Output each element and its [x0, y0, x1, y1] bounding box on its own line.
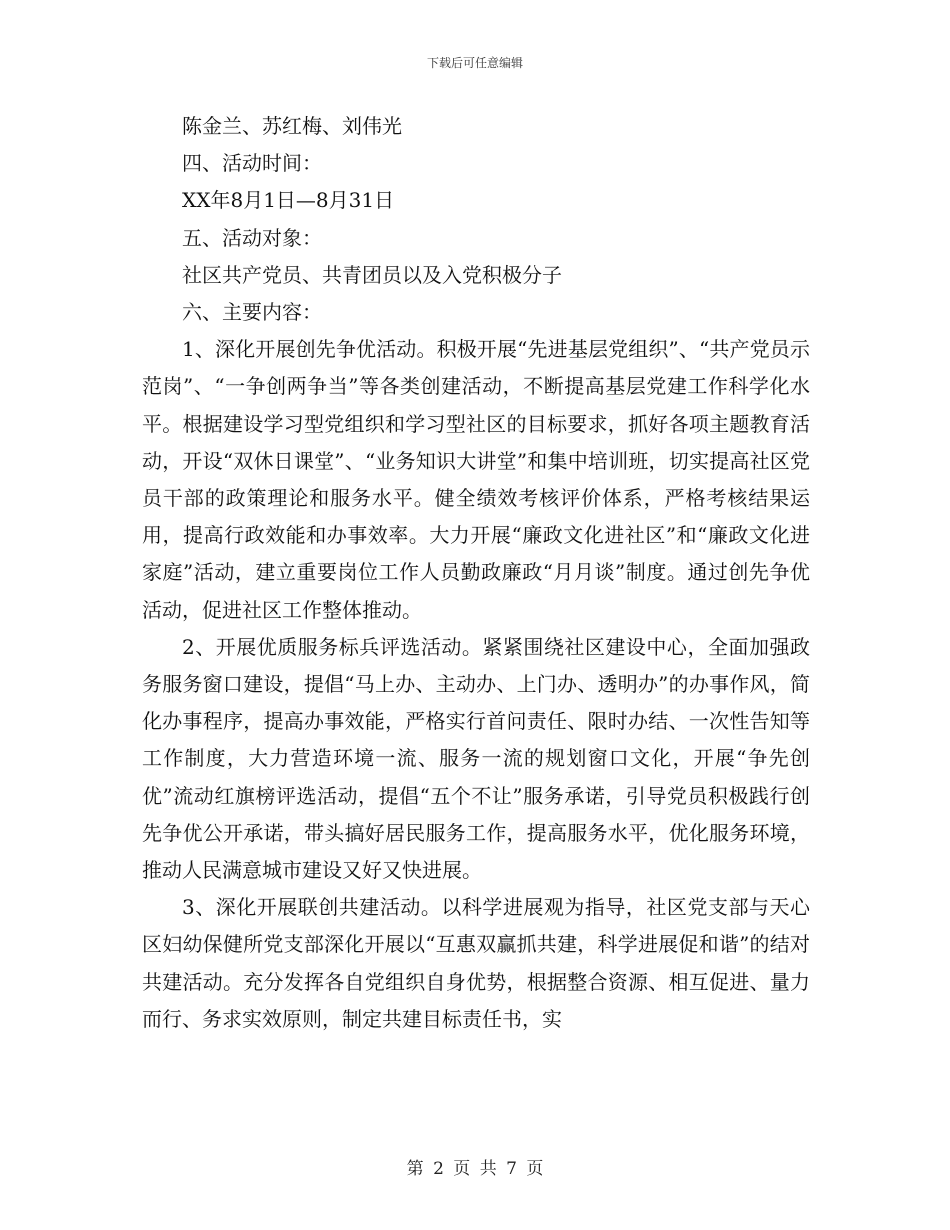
section-heading-activity-time: 四、活动时间：	[182, 151, 322, 176]
paragraph-item-3: 3、深化开展联创共建活动。以科学进展观为指导，社区党支部与天心区妇幼保健所党支部深化开展以“互惠双赢抓共建，科学进展促和谐”的结对共建活动。充分发挥各自党组织自身优势，根据整合资源、相互促进、量力而行、务求实效原则，制定共建目标责任书，实	[142, 895, 810, 1031]
paragraph-item-2: 2、开展优质服务标兵评选活动。紧紧围绕社区建设中心，全面加强政务服务窗口建设，提倡“马上办、主动办、上门办、透明办”的办事作风，简化办事程序，提高办事效能，严格实行首问责任、限时办结、一次性告知等工作制度，大力营造环境一流、服务一流的规划窗口文化，开展“争先创优”流动红旗榜评选活动，提倡“五个不让”服务承诺，引导党员积极践行创先争优公开承诺，带头搞好居民服务工作，提高服务水平，优化服务环境，推动人民满意城市建设又好又快进展。	[142, 634, 810, 883]
activity-target-line: 社区共产党员、共青团员以及入党积极分子	[182, 262, 562, 287]
section-heading-activity-target: 五、活动对象：	[182, 225, 322, 250]
page-number: 第 2 页 共 7 页	[406, 1159, 544, 1179]
activity-time-line: XX年8月1日—8月31日	[182, 188, 395, 213]
page-header: 下载后可任意编辑	[426, 56, 523, 70]
participants-line: 陈金兰、苏红梅、刘伟光	[182, 114, 402, 138]
section-heading-main-content: 六、主要内容：	[182, 300, 322, 325]
paragraph-item-1: 1、深化开展创先争优活动。积极开展“先进基层党组织”、“共产党员示范岗”、“一争创两争当”等各类创建活动，不断提高基层党建工作科学化水平。根据建设学习型党组织和学习型社区的目标要求，抓好各项主题教育活动，开设“双休日课堂”、“业务知识大讲堂”和集中培训班，切实提高社区党员干部的政策理论和服务水平。健全绩效考核评价体系，严格考核结果运用，提高行政效能和办事效率。大力开展“廉政文化进社区”和“廉政文化进家庭”活动，建立重要岗位工作人员勤政廉政“月月谈”制度。通过创先争优活动，促进社区工作整体推动。	[142, 337, 810, 622]
document-body	[142, 108, 810, 1038]
